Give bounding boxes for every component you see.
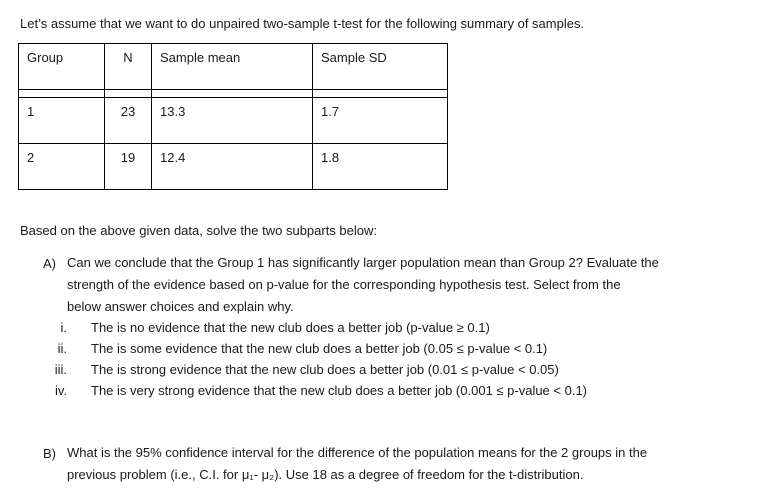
header-n: N: [105, 44, 152, 90]
cell-n: 23: [105, 98, 152, 144]
choice-marker: iii.: [54, 362, 67, 377]
choice-text: The is strong evidence that the new club does a better job (0.01 ≤ p-value < 0.05): [91, 362, 559, 377]
intro-text: Let’s assume that we want to do unpaired two-sample t-test for the following summary of samples.: [20, 16, 585, 31]
header-sample-mean: Sample mean: [152, 44, 313, 90]
part-a-marker: A): [43, 256, 56, 271]
part-b-line: What is the 95% confidence interval for the difference of the population means for the 2 groups in the: [67, 445, 648, 460]
part-a-line: strength of the evidence based on p-value for the corresponding hypothesis test. Select from the: [67, 277, 621, 292]
part-b-marker: B): [43, 446, 56, 461]
cell-sample-sd: 1.8: [313, 144, 448, 190]
cell-sample-mean: 12.4: [152, 144, 313, 190]
cell-group: 2: [19, 144, 105, 190]
summary-table: [18, 43, 448, 190]
part-a-question: [67, 252, 659, 318]
choice-text: The is no evidence that the new club does a better job (p-value ≥ 0.1): [91, 320, 490, 335]
part-a-line: below answer choices and explain why.: [67, 299, 294, 314]
choice-marker: ii.: [57, 341, 67, 356]
part-b-question: [67, 442, 647, 486]
header-group: Group: [19, 44, 105, 90]
cell-n: 19: [105, 144, 152, 190]
cell-group: 1: [19, 98, 105, 144]
choice-marker: iv.: [54, 383, 67, 398]
cell-sample-sd: 1.7: [313, 98, 448, 144]
table-header-row: [19, 44, 448, 90]
table-spacer-row: [19, 90, 448, 98]
header-sample-sd: Sample SD: [313, 44, 448, 90]
table-row: [19, 144, 448, 190]
table-row: [19, 98, 448, 144]
instruction-text: Based on the above given data, solve the two subparts below:: [20, 223, 378, 238]
choice-text: The is some evidence that the new club does a better job (0.05 ≤ p-value < 0.1): [91, 341, 548, 356]
part-b-line: previous problem (i.e., C.I. for μ₁- μ₂). Use 18 as a degree of freedom for the t-distribution.: [67, 467, 584, 482]
choice-marker: i.: [60, 320, 67, 335]
part-a-line: Can we conclude that the Group 1 has significantly larger population mean than Group 2? Evaluate the: [67, 255, 659, 270]
cell-sample-mean: 13.3: [152, 98, 313, 144]
choice-text: The is very strong evidence that the new club does a better job (0.001 ≤ p-value < 0.1): [91, 383, 588, 398]
